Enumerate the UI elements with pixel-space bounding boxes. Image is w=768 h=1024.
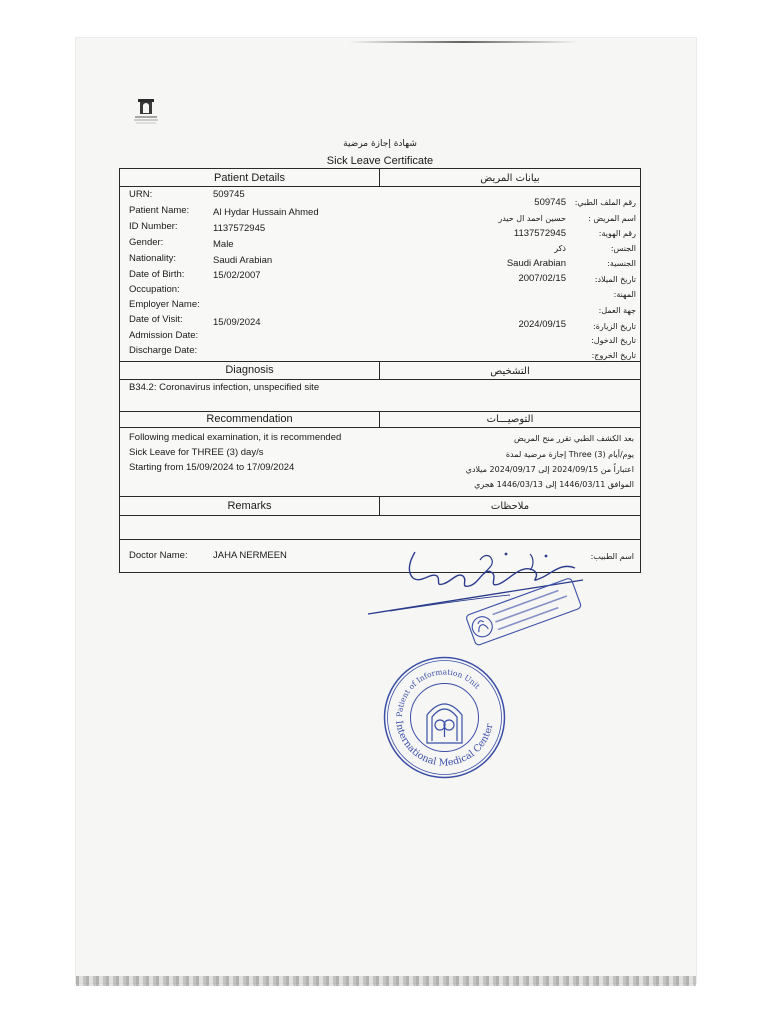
divider [120, 379, 640, 380]
divider [120, 427, 640, 428]
id-number-label-arabic: رقم الهوية: [598, 229, 636, 238]
patient-details-header: Patient Details [214, 172, 285, 184]
divider [120, 411, 640, 412]
occupation-label: Occupation: [129, 284, 180, 295]
recommendation-line-arabic: بعد الكشف الطبي تقرر منح المريض [514, 434, 634, 443]
nationality-label: Nationality: [129, 253, 176, 264]
recommendation-line-arabic: الموافق 1446/03/11 إلى 1446/03/13 هجري [474, 480, 634, 489]
seal-text-top: Patient of Information Unit [394, 667, 482, 718]
doctor-name-label-arabic: اسم الطبيب: [590, 552, 634, 561]
doctor-name-label: Doctor Name: [129, 550, 188, 561]
scan-edge-bottom [76, 976, 696, 986]
nationality-label-arabic: الجنسية: [607, 259, 636, 268]
svg-text:Patient of Information Unit [395, 667, 482, 717]
patient-details-header-arabic: بيانات المريض [480, 173, 540, 184]
admission-date-label-arabic: تاريخ الدخول: [591, 336, 636, 345]
patient-name-label: Patient Name: [129, 205, 190, 216]
date-of-visit-label-arabic: تاريخ الزيارة: [593, 322, 636, 331]
date-of-birth-label-arabic: تاريخ الميلاد: [594, 275, 636, 284]
recommendation-line-arabic: اعتباراً من 2024/09/15 إلى 2024/09/17 ميلادي [465, 465, 634, 474]
employer-name-label-arabic: جهة العمل: [598, 306, 636, 315]
diagnosis-header: Diagnosis [225, 364, 274, 376]
gender-value: Male [213, 239, 234, 250]
employer-name-label: Employer Name: [129, 299, 200, 310]
nationality-value-arabic: Saudi Arabian [506, 258, 566, 269]
date-of-visit-value: 15/09/2024 [213, 317, 261, 328]
patient-name-label-arabic: اسم المريض : [588, 214, 636, 223]
nationality-value: Saudi Arabian [213, 255, 273, 266]
patient-name-value-arabic: حسين احمد ال حيدر [498, 214, 566, 223]
date-of-visit-value-arabic: 2024/09/15 [518, 319, 566, 330]
remarks-header-arabic: ملاحظات [490, 501, 530, 512]
divider [120, 496, 640, 497]
hospital-seal [382, 655, 507, 780]
recommendation-line: Following medical examination, it is recommended [129, 432, 342, 443]
certificate-form [119, 168, 641, 573]
recommendation-header: Recommendation [206, 413, 293, 425]
discharge-date-label-arabic: تاريخ الخروج: [591, 351, 636, 360]
date-of-birth-value: 15/02/2007 [213, 270, 261, 281]
date-of-visit-label: Date of Visit: [129, 314, 183, 325]
gender-value-arabic: ذكر [554, 244, 566, 253]
admission-date-label: Admission Date: [129, 330, 199, 341]
seal-text-bottom: International Medical Center [393, 719, 496, 769]
urn-label-arabic: رقم الملف الطبي: [574, 198, 636, 207]
id-number-label: ID Number: [129, 221, 178, 232]
recommendation-line-arabic: يوم/أيام (3) Three إجازة مرضية لمدة [505, 450, 634, 459]
remarks-header: Remarks [227, 500, 272, 512]
hospital-logo-icon [133, 95, 159, 125]
diagnosis-text: B34.2: Coronavirus infection, unspecified site [129, 382, 320, 393]
divider [120, 361, 640, 362]
recommendation-line: Sick Leave for THREE (3) day/s [129, 447, 264, 458]
divider [120, 515, 640, 516]
document-title-arabic: شهادة إجازة مرضية [343, 139, 417, 149]
divider [120, 186, 640, 187]
gender-label: Gender: [129, 237, 164, 248]
diagnosis-header-arabic: التشخيص [490, 366, 530, 377]
patient-name-value: Al Hydar Hussain Ahmed [213, 207, 319, 218]
occupation-label-arabic: المهنة: [613, 290, 636, 299]
date-of-birth-label: Date of Birth: [129, 269, 185, 280]
gender-label-arabic: الجنس: [610, 244, 636, 253]
document-title: Sick Leave Certificate [326, 155, 434, 167]
recommendation-header-arabic: التوصيـــات [486, 414, 534, 425]
id-number-value: 1137572945 [213, 223, 266, 234]
urn-value: 509745 [213, 189, 245, 200]
urn-value-arabic: 509745 [534, 197, 566, 208]
recommendation-line: Starting from 15/09/2024 to 17/09/2024 [129, 462, 295, 473]
doctor-stamp [462, 578, 584, 648]
doctor-name-value: JAHA NERMEEN [213, 550, 287, 561]
id-number-value-arabic: 1137572945 [513, 228, 566, 239]
discharge-date-label: Discharge Date: [129, 345, 198, 356]
scan-edge-top [348, 41, 578, 43]
date-of-birth-value-arabic: 2007/02/15 [518, 273, 566, 284]
urn-label: URN: [129, 189, 153, 200]
